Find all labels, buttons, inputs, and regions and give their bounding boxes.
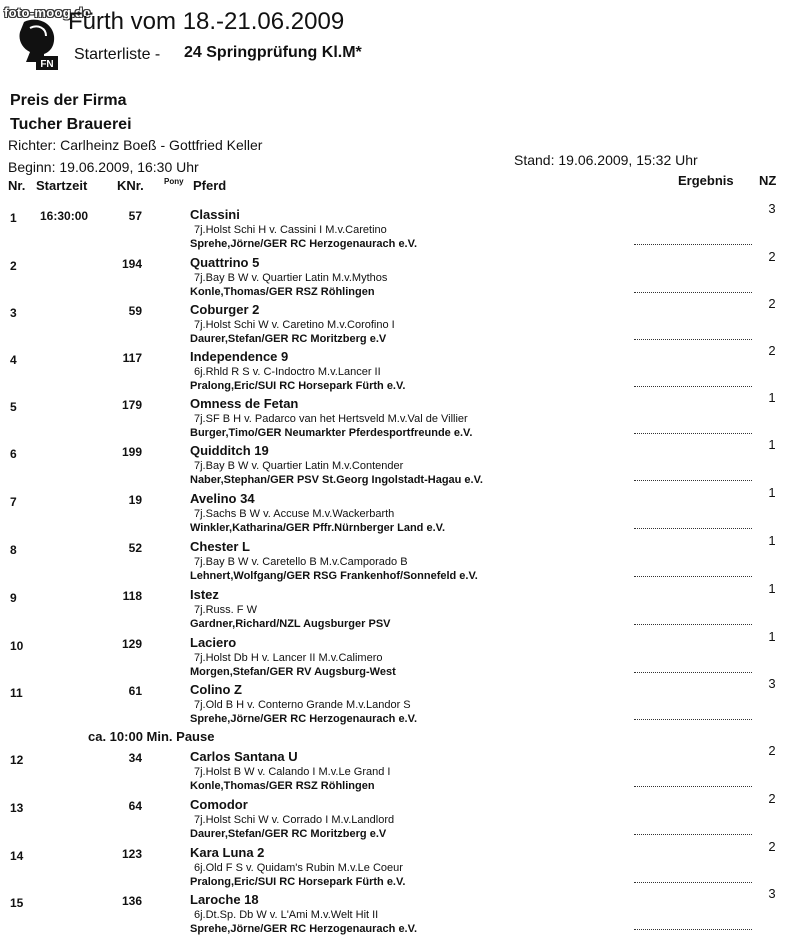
row-nz: 2 (768, 296, 776, 311)
row-nr: 1 (10, 211, 17, 225)
row-rider: Sprehe,Jörne/GER RC Herzogenaurach e.V. (190, 713, 417, 725)
row-horse: Coburger 2 (190, 302, 260, 317)
row-nz: 3 (768, 201, 776, 216)
row-nr: 9 (10, 591, 17, 605)
row-rider: Naber,Stephan/GER PSV St.Georg Ingolstadt-Hagau e.V. (190, 474, 483, 486)
start-date: Beginn: 19.06.2009, 16:30 Uhr (8, 159, 199, 175)
row-rider: Winkler,Katharina/GER Pffr.Nürnberger Land e.V. (190, 522, 446, 534)
result-line (634, 292, 752, 293)
row-breeding: 7j.Holst Db H v. Lancer II M.v.Calimero (194, 652, 383, 664)
result-line (634, 433, 752, 434)
col-header-pferd: Pferd (193, 178, 227, 193)
row-knr: 179 (121, 398, 142, 412)
row-nz: 2 (768, 249, 776, 264)
status-date: Stand: 19.06.2009, 15:32 Uhr (514, 152, 698, 168)
col-header-knr: KNr. (117, 178, 144, 193)
row-breeding: 7j.SF B H v. Padarco van het Hertsveld M.v.Val de Villier (194, 413, 468, 425)
row-nr: 7 (10, 495, 17, 509)
event-title: Fürth vom 18.-21.06.2009 (68, 8, 345, 35)
row-breeding: 7j.Sachs B W v. Accuse M.v.Wackerbarth (194, 508, 395, 520)
row-rider: Burger,Timo/GER Neumarkter Pferdesportfreunde e.V. (190, 427, 473, 439)
row-nr: 12 (10, 753, 24, 767)
row-breeding: 7j.Old B H v. Conterno Grande M.v.Landor S (194, 699, 411, 711)
row-rider: Gardner,Richard/NZL Augsburger PSV (190, 618, 391, 630)
row-nr: 8 (10, 543, 17, 557)
result-line (634, 834, 752, 835)
row-knr: 136 (121, 894, 142, 908)
row-start-time: 16:30:00 (40, 209, 89, 223)
row-horse: Laroche 18 (190, 892, 259, 907)
row-nr: 11 (10, 686, 23, 700)
result-line (634, 480, 752, 481)
fn-horse-logo (14, 18, 60, 70)
row-breeding: 7j.Bay B W v. Quartier Latin M.v.Contender (194, 460, 404, 472)
result-line (634, 719, 752, 720)
row-rider: Morgen,Stefan/GER RV Augsburg-West (190, 666, 396, 678)
row-horse: Independence 9 (190, 349, 289, 364)
row-nz: 2 (768, 791, 776, 806)
row-rider: Konle,Thomas/GER RSZ Röhlingen (190, 780, 375, 792)
row-nz: 1 (768, 485, 776, 500)
row-horse: Quattrino 5 (190, 255, 260, 270)
row-nr: 13 (10, 801, 24, 815)
row-nr: 6 (10, 447, 17, 461)
judges: Richter: Carlheinz Boeß - Gottfried Keller (8, 137, 263, 153)
row-nz: 2 (768, 343, 776, 358)
row-nr: 2 (10, 259, 17, 273)
row-rider: Sprehe,Jörne/GER RC Herzogenaurach e.V. (190, 238, 417, 250)
row-knr: 34 (128, 751, 142, 765)
row-nr: 15 (10, 896, 24, 910)
row-horse: Avelino 34 (190, 491, 255, 506)
row-horse: Comodor (190, 797, 248, 812)
row-rider: Lehnert,Wolfgang/GER RSG Frankenhof/Sonnefeld e.V. (190, 570, 478, 582)
row-horse: Chester L (190, 539, 250, 554)
row-breeding: 6j.Dt.Sp. Db W v. L'Ami M.v.Welt Hit II (194, 909, 379, 921)
row-nr: 10 (10, 639, 24, 653)
row-breeding: 7j.Holst B W v. Calando I M.v.Le Grand I (194, 766, 391, 778)
row-breeding: 6j.Rhld R S v. C-Indoctro M.v.Lancer II (194, 366, 381, 378)
row-knr: 118 (122, 589, 142, 603)
row-breeding: 7j.Bay B W v. Quartier Latin M.v.Mythos (194, 272, 388, 284)
col-header-nr: Nr. (8, 178, 26, 193)
row-horse: Istez (190, 587, 219, 602)
prize-sponsor-line2: Tucher Brauerei (10, 116, 132, 133)
col-header-pony: Pony (164, 177, 184, 186)
row-nz: 1 (768, 629, 776, 644)
row-knr: 123 (121, 847, 142, 861)
row-knr: 194 (121, 257, 142, 271)
row-knr: 64 (128, 799, 142, 813)
competition-name: 24 Springprüfung Kl.M* (184, 44, 362, 61)
result-line (634, 786, 752, 787)
row-horse: Colino Z (190, 682, 242, 697)
row-nr: 3 (10, 306, 17, 320)
row-nz: 2 (768, 743, 776, 758)
starterlist-label: Starterliste - (74, 46, 161, 63)
row-rider: Pralong,Eric/SUI RC Horsepark Fürth e.V. (190, 876, 406, 888)
result-line (634, 929, 752, 930)
result-line (634, 624, 752, 625)
row-nz: 1 (768, 437, 776, 452)
row-horse: Omness de Fetan (190, 396, 299, 411)
row-nz: 3 (768, 676, 776, 691)
row-knr: 117 (122, 351, 142, 365)
col-header-ergebnis: Ergebnis (678, 173, 734, 188)
row-breeding: 6j.Old F S v. Quidam's Rubin M.v.Le Coeur (194, 862, 403, 874)
row-knr: 61 (128, 684, 142, 698)
result-line (634, 386, 752, 387)
row-knr: 19 (128, 493, 142, 507)
row-rider: Konle,Thomas/GER RSZ Röhlingen (190, 286, 375, 298)
row-breeding: 7j.Holst Schi H v. Cassini I M.v.Caretino (194, 224, 387, 236)
row-rider: Daurer,Stefan/GER RC Moritzberg e.V (190, 828, 387, 840)
row-rider: Daurer,Stefan/GER RC Moritzberg e.V (190, 333, 387, 345)
row-nz: 1 (768, 533, 776, 548)
row-breeding: 7j.Holst Schi W v. Caretino M.v.Corofino I (194, 319, 395, 331)
svg-text:FN: FN (40, 59, 54, 70)
row-horse: Quidditch 19 (190, 443, 269, 458)
row-nr: 5 (10, 400, 17, 414)
row-nr: 14 (10, 849, 24, 863)
row-horse: Laciero (190, 635, 237, 650)
row-breeding: 7j.Russ. F W (194, 604, 257, 616)
row-horse: Classini (190, 207, 240, 222)
result-line (634, 672, 752, 673)
row-breeding: 7j.Bay B W v. Caretello B M.v.Camporado B (194, 556, 408, 568)
row-knr: 52 (128, 541, 142, 555)
row-horse: Kara Luna 2 (190, 845, 265, 860)
result-line (634, 244, 752, 245)
row-rider: Pralong,Eric/SUI RC Horsepark Fürth e.V. (190, 380, 406, 392)
pause-note: ca. 10:00 Min. Pause (88, 729, 215, 744)
row-knr: 59 (128, 304, 142, 318)
row-rider: Sprehe,Jörne/GER RC Herzogenaurach e.V. (190, 923, 417, 935)
result-line (634, 882, 752, 883)
result-line (634, 528, 752, 529)
row-nz: 1 (768, 581, 776, 596)
row-nr: 4 (10, 353, 17, 367)
row-knr: 57 (128, 209, 142, 223)
row-horse: Carlos Santana U (190, 749, 298, 764)
row-nz: 2 (768, 839, 776, 854)
result-line (634, 576, 752, 577)
row-nz: 3 (768, 886, 776, 901)
row-nz: 1 (768, 390, 776, 405)
row-knr: 129 (121, 637, 142, 651)
col-header-nz: NZ (759, 173, 777, 188)
prize-sponsor-line1: Preis der Firma (10, 92, 127, 109)
watermark: foto-moog.de (4, 5, 91, 20)
col-header-startzeit: Startzeit (36, 178, 88, 193)
result-line (634, 339, 752, 340)
row-knr: 199 (121, 445, 142, 459)
row-breeding: 7j.Holst Schi W v. Corrado I M.v.Landlord (194, 814, 395, 826)
